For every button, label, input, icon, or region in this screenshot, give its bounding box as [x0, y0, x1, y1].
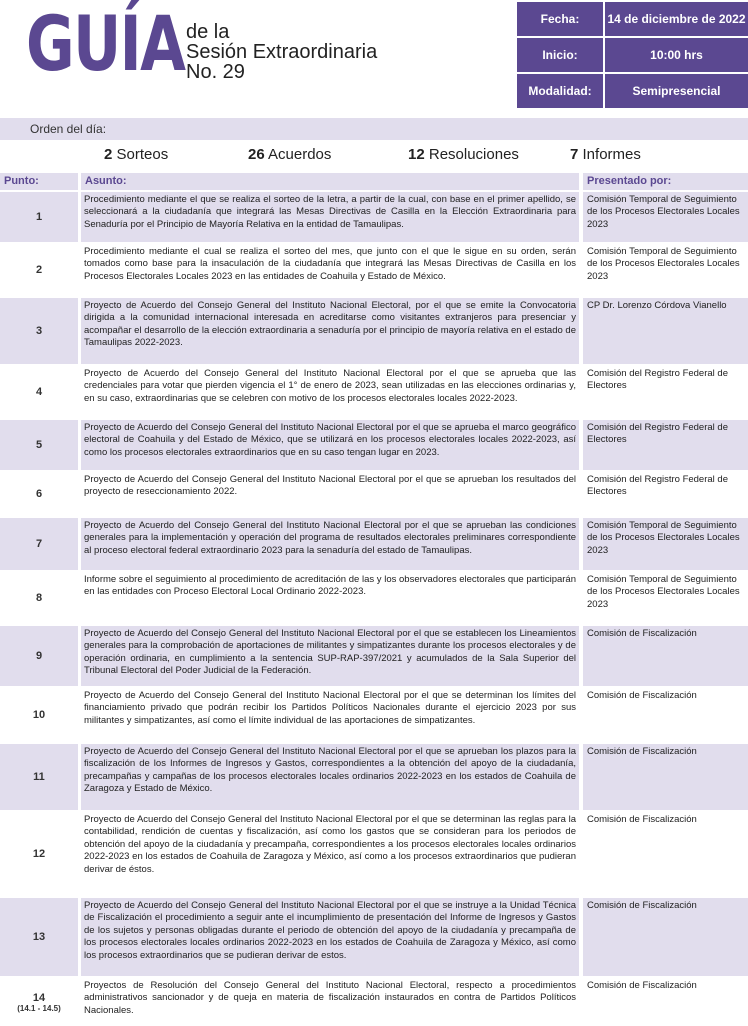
row-asunto: Procedimiento mediante el cual se realiza el sorteo del mes, que junto con el que le sigue en su orden, serán tomados como base para la insaculación de la ciudadanía que integrará las Mesas Directivas de Casilla en los Procesos Electorales Locales 2023 en las entidades de Coahuila y Estado de México. [84, 246, 576, 282]
inicio-label: Inicio: [517, 38, 603, 72]
row-presentado: Comisión de Fiscalización [583, 626, 748, 686]
row-presentado: CP Dr. Lorenzo Córdova Vianello [583, 298, 748, 364]
row-number [0, 244, 78, 296]
row-number [0, 688, 78, 742]
row-presentado: Comisión de Fiscalización [587, 980, 697, 991]
agenda-counts [0, 142, 748, 168]
row-number-value: 3 [35, 325, 43, 337]
column-presentado-label: Presentado por: [587, 175, 672, 187]
session-title [186, 22, 377, 82]
table-row [0, 244, 748, 296]
row-asunto: Proyecto de Acuerdo del Consejo General del Instituto Nacional Electoral por el que se aprueban los resultados del proyecto de reseccionamiento 2022. [84, 474, 576, 498]
row-presentado: Comisión Temporal de Seguimiento de los Procesos Electorales Locales 2023 [583, 518, 748, 570]
row-number-value: 9 [35, 650, 43, 662]
row-asunto: Proyecto de Acuerdo del Consejo General del Instituto Nacional Electoral por el que se determinan los límites del financiamiento privado que podrán recibir los Partidos Políticos Nacionales durante el ejercicio 2023 por sus militantes y simpatizantes, así como el límite individual de las aportaciones de simpatizantes. [84, 690, 576, 726]
row-asunto: Proyecto de Acuerdo del Consejo General del Instituto Nacional Electoral por el que se aprueba que las credenciales para votar que pierden vigencia el 1° de enero de 2023, sean utilizadas en las elecciones ordinarias y, en su caso, extraordinarias que se celebren con motivo de los procesos electorales locales 2022-2023. [84, 368, 576, 404]
row-number-value: 14 [32, 991, 46, 1004]
table-row [0, 688, 748, 742]
row-number [0, 978, 78, 1026]
row-number-value: 7 [35, 538, 43, 550]
column-punto-label: Punto: [4, 175, 39, 187]
row-asunto: Proyecto de Acuerdo del Consejo General del Instituto Nacional Electoral por el que se aprueban las condiciones generales para la implementación y operación del programa de resultados electorales preliminares correspondiente al proceso electoral federal extraordinario 2023 para la senaduría del estado de Tamaulipas. [81, 518, 579, 570]
modalidad-row [517, 74, 748, 108]
count-acuerdos [248, 146, 331, 163]
row-number [0, 898, 78, 976]
fecha-row [517, 2, 748, 36]
count-resoluciones [408, 146, 519, 163]
table-row [0, 518, 748, 570]
table-row [0, 744, 748, 810]
row-number [0, 192, 78, 242]
row-asunto: Proyecto de Acuerdo del Consejo General del Instituto Nacional Electoral por el que se aprueba el marco geográfico electoral de Coahuila y del Estado de México, que se utilizará en los procesos electorales locales 2022-2023, así como los procesos electorales extraordinarios que en su caso tengan lugar en 2023. [81, 420, 579, 470]
table-row [0, 420, 748, 470]
row-presentado: Comisión Temporal de Seguimiento de los Procesos Electorales Locales 2023 [583, 192, 748, 242]
row-asunto: Proyecto de Acuerdo del Consejo General del Instituto Nacional Electoral por el que se aprueban los plazos para la fiscalización de los Informes de Ingresos y Gastos, correspondientes a la obtención del apoyo de la ciudadanía, precampañas y campañas de los procesos electorales locales ordinarios 2022-2023 en los estados de Coahuila de Zaragoza y Estado de México. [81, 744, 579, 810]
table-row [0, 812, 748, 896]
session-line-2: Sesión Extraordinaria [186, 41, 378, 63]
session-meta [517, 2, 748, 110]
row-presentado: Comisión del Registro Federal de Electores [587, 474, 728, 498]
count-informes-number: 7 [570, 146, 579, 163]
row-number [0, 626, 78, 686]
fecha-value: 14 de diciembre de 2022 [605, 2, 748, 36]
row-number-value: 11 [33, 771, 45, 783]
row-number [0, 744, 78, 810]
table-row [0, 192, 748, 242]
row-number-value: 10 [32, 709, 46, 721]
row-number [0, 572, 78, 624]
row-presentado: Comisión Temporal de Seguimiento de los Procesos Electorales Locales 2023 [587, 246, 740, 282]
column-punto [0, 173, 78, 190]
column-asunto-label: Asunto: [85, 175, 127, 187]
table-row [0, 472, 748, 516]
column-presentado [583, 173, 748, 190]
row-number [0, 812, 78, 896]
guide-title: GUÍA [26, 0, 185, 88]
count-informes-label: Informes [582, 146, 641, 163]
row-asunto: Proyecto de Acuerdo del Consejo General del Instituto Nacional Electoral por el que se establecen los Lineamientos generales para la comprobación de aportaciones de militantes y simpatizantes durante los procesos electorales y de operación ordinaria, en cumplimiento a la sentencia SUP-RAP-397/2021 y acumulados de la Sala Superior del Tribunal Electoral del Poder Judicial de la Federación. [81, 626, 579, 686]
session-line-3: No. 29 [186, 61, 245, 83]
count-resoluciones-number: 12 [408, 146, 425, 163]
row-number [0, 518, 78, 570]
order-bar [0, 118, 748, 140]
count-sorteos-number: 2 [104, 146, 113, 163]
row-presentado: Comisión de Fiscalización [587, 814, 697, 825]
row-number-value: 6 [35, 488, 43, 500]
row-number-value: 12 [32, 848, 46, 860]
row-number-value: 8 [35, 592, 43, 604]
count-resoluciones-label: Resoluciones [428, 146, 519, 163]
table-row [0, 898, 748, 976]
row-asunto: Proyecto de Acuerdo del Consejo General del Instituto Nacional Electoral por el que se instruye a la Unidad Técnica de Fiscalización el procedimiento a seguir ante el incumplimiento de presentación del Informe de Ingresos y Gastos de los sujetos y personas obligadas durante el periodo de obtención del apoyo de la ciudadanía y precampaña de los procesos electorales locales ordinarios 2022-2023 en los estados de Coahuila de Zaragoza y México, así como los procesos extraordinarios que se pudieran derivar de estos. [81, 898, 579, 976]
row-number-value: 5 [35, 439, 43, 451]
row-number-value: 13 [32, 931, 46, 943]
row-asunto: Proyectos de Resolución del Consejo General del Instituto Nacional Electoral, respecto a procedimientos administrativos sancionador y de queja en materia de fiscalización instaurados en contra de Partidos Políticos Nacionales. [84, 980, 576, 1016]
header [0, 0, 748, 114]
count-sorteos [104, 146, 168, 163]
row-presentado: Comisión del Registro Federal de Electores [583, 420, 748, 470]
count-acuerdos-label: Acuerdos [268, 146, 332, 163]
table-row [0, 626, 748, 686]
row-presentado: Comisión del Registro Federal de Electores [587, 368, 728, 392]
row-number-value: 4 [35, 386, 43, 398]
row-presentado: Comisión de Fiscalización [583, 744, 748, 810]
count-informes [570, 146, 641, 163]
order-label: Orden del día: [30, 122, 107, 136]
row-asunto: Proyecto de Acuerdo del Consejo General del Instituto Nacional Electoral, por el que se emite la Convocatoria dirigida a la comunidad internacional interesada en acreditarse como visitantes extranjeros para presenciar y acompañar el desarrollo de la elección extraordinaria a senaduría por el principio de mayoría relativa en el estado de Tamaulipas 2022-2023. [81, 298, 579, 364]
row-presentado: Comisión Temporal de Seguimiento de los Procesos Electorales Locales 2023 [587, 574, 740, 610]
modalidad-value: Semipresencial [605, 74, 748, 108]
session-line-1: de la [186, 21, 230, 43]
row-presentado: Comisión de Fiscalización [587, 690, 697, 701]
row-number [0, 298, 78, 364]
table-row [0, 298, 748, 364]
row-number [0, 420, 78, 470]
table-row [0, 978, 748, 1026]
row-asunto: Proyecto de Acuerdo del Consejo General del Instituto Nacional Electoral por el que se determinan las reglas para la contabilidad, rendición de cuentas y fiscalización, así como los gastos que se consideran para los periodos de obtención del apoyo de la ciudadanía y precampaña, correspondientes a los procesos electorales locales ordinarios 2022-2023 en los estados de Coahuila de Zaragoza y México, así como a los procesos extraordinarios que pudieran derivar de éstos. [84, 814, 576, 875]
table-row [0, 572, 748, 624]
row-presentado: Comisión de Fiscalización [583, 898, 748, 976]
row-number [0, 472, 78, 516]
row-asunto: Informe sobre el seguimiento al procedimiento de acreditación de las y los observadores electorales que participarán en las entidades con Proceso Electoral Local Ordinario 2022-2023. [84, 574, 576, 598]
row-number [0, 366, 78, 418]
fecha-label: Fecha: [517, 2, 603, 36]
table-row [0, 366, 748, 418]
row-number-value: 1 [35, 211, 43, 223]
modalidad-label: Modalidad: [517, 74, 603, 108]
row-number-sub: (14.1 - 14.5) [17, 1003, 61, 1013]
row-number-value: 2 [35, 264, 43, 276]
inicio-value: 10:00 hrs [605, 38, 748, 72]
row-asunto: Procedimiento mediante el que se realiza el sorteo de la letra, a partir de la cual, con base en el primer apellido, se seleccionará a la ciudadanía que integrará las Mesas Directivas de Casilla en la Elección Extraordinaria para Senaduría por el Principio de Mayoría Relativa en la entidad de Tamaulipas. [81, 192, 579, 242]
count-sorteos-label: Sorteos [116, 146, 169, 163]
column-asunto [81, 173, 579, 190]
count-acuerdos-number: 26 [248, 146, 265, 163]
inicio-row [517, 38, 748, 72]
